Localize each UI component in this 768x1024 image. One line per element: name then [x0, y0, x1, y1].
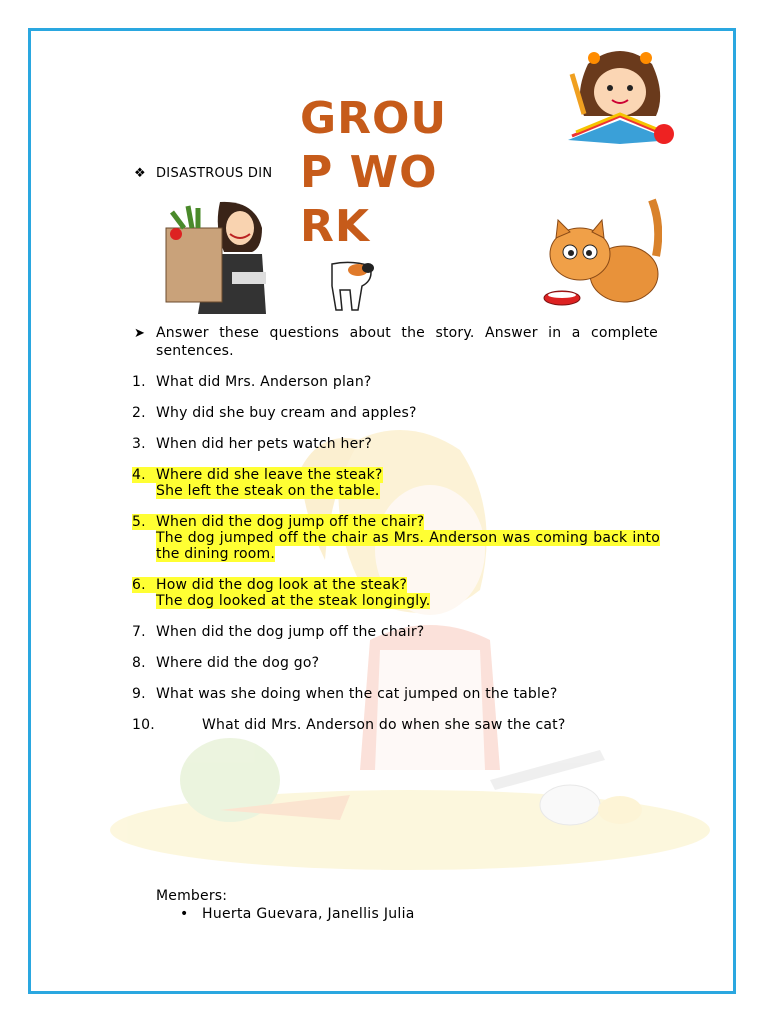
- instructions: Answer these questions about the story. Answer in a complete sentences.: [156, 325, 658, 359]
- question-item-answered: 6. How did the dog look at the steak? The dog looked at the steak longingly.: [132, 577, 431, 609]
- question-item-answered: 5. When did the dog jump off the chair? The dog jumped off the chair as Mrs. Anderson was coming back into the dining room.: [132, 514, 660, 562]
- dog-illustration: [322, 260, 382, 318]
- answer-text: She left the steak on the table.: [156, 483, 380, 499]
- question-item: 10. What did Mrs. Anderson do when she saw the cat?: [132, 717, 566, 733]
- members-label: Members:: [156, 888, 228, 904]
- girl-reading-illustration: [558, 44, 682, 150]
- image-watermark-bar: [232, 272, 266, 284]
- bullet-dot-icon: •: [180, 906, 189, 922]
- diamond-bullet-icon: ❖: [134, 166, 146, 181]
- answer-text: The dog jumped off the chair as Mrs. Anderson was coming back into the dining room.: [156, 530, 660, 562]
- question-item-answered: 4. Where did she leave the steak? She left the steak on the table.: [132, 467, 383, 499]
- question-item: 2. Why did she buy cream and apples?: [132, 405, 417, 421]
- story-title: DISASTROUS DIN: [156, 166, 273, 181]
- question-item: 7. When did the dog jump off the chair?: [132, 624, 425, 640]
- cat-with-bowl-illustration: [540, 196, 662, 310]
- woman-with-groceries-illustration: [158, 198, 268, 314]
- question-item: 1. What did Mrs. Anderson plan?: [132, 374, 372, 390]
- question-item: 9. What was she doing when the cat jumped on the table?: [132, 686, 558, 702]
- arrow-bullet-icon: ➤: [134, 326, 145, 341]
- question-item: 3. When did her pets watch her?: [132, 436, 373, 452]
- page-title: GROUP WORK: [300, 92, 470, 254]
- question-item: 8. Where did the dog go?: [132, 655, 320, 671]
- member-name: Huerta Guevara, Janellis Julia: [202, 906, 415, 922]
- answer-text: The dog looked at the steak longingly.: [156, 593, 431, 609]
